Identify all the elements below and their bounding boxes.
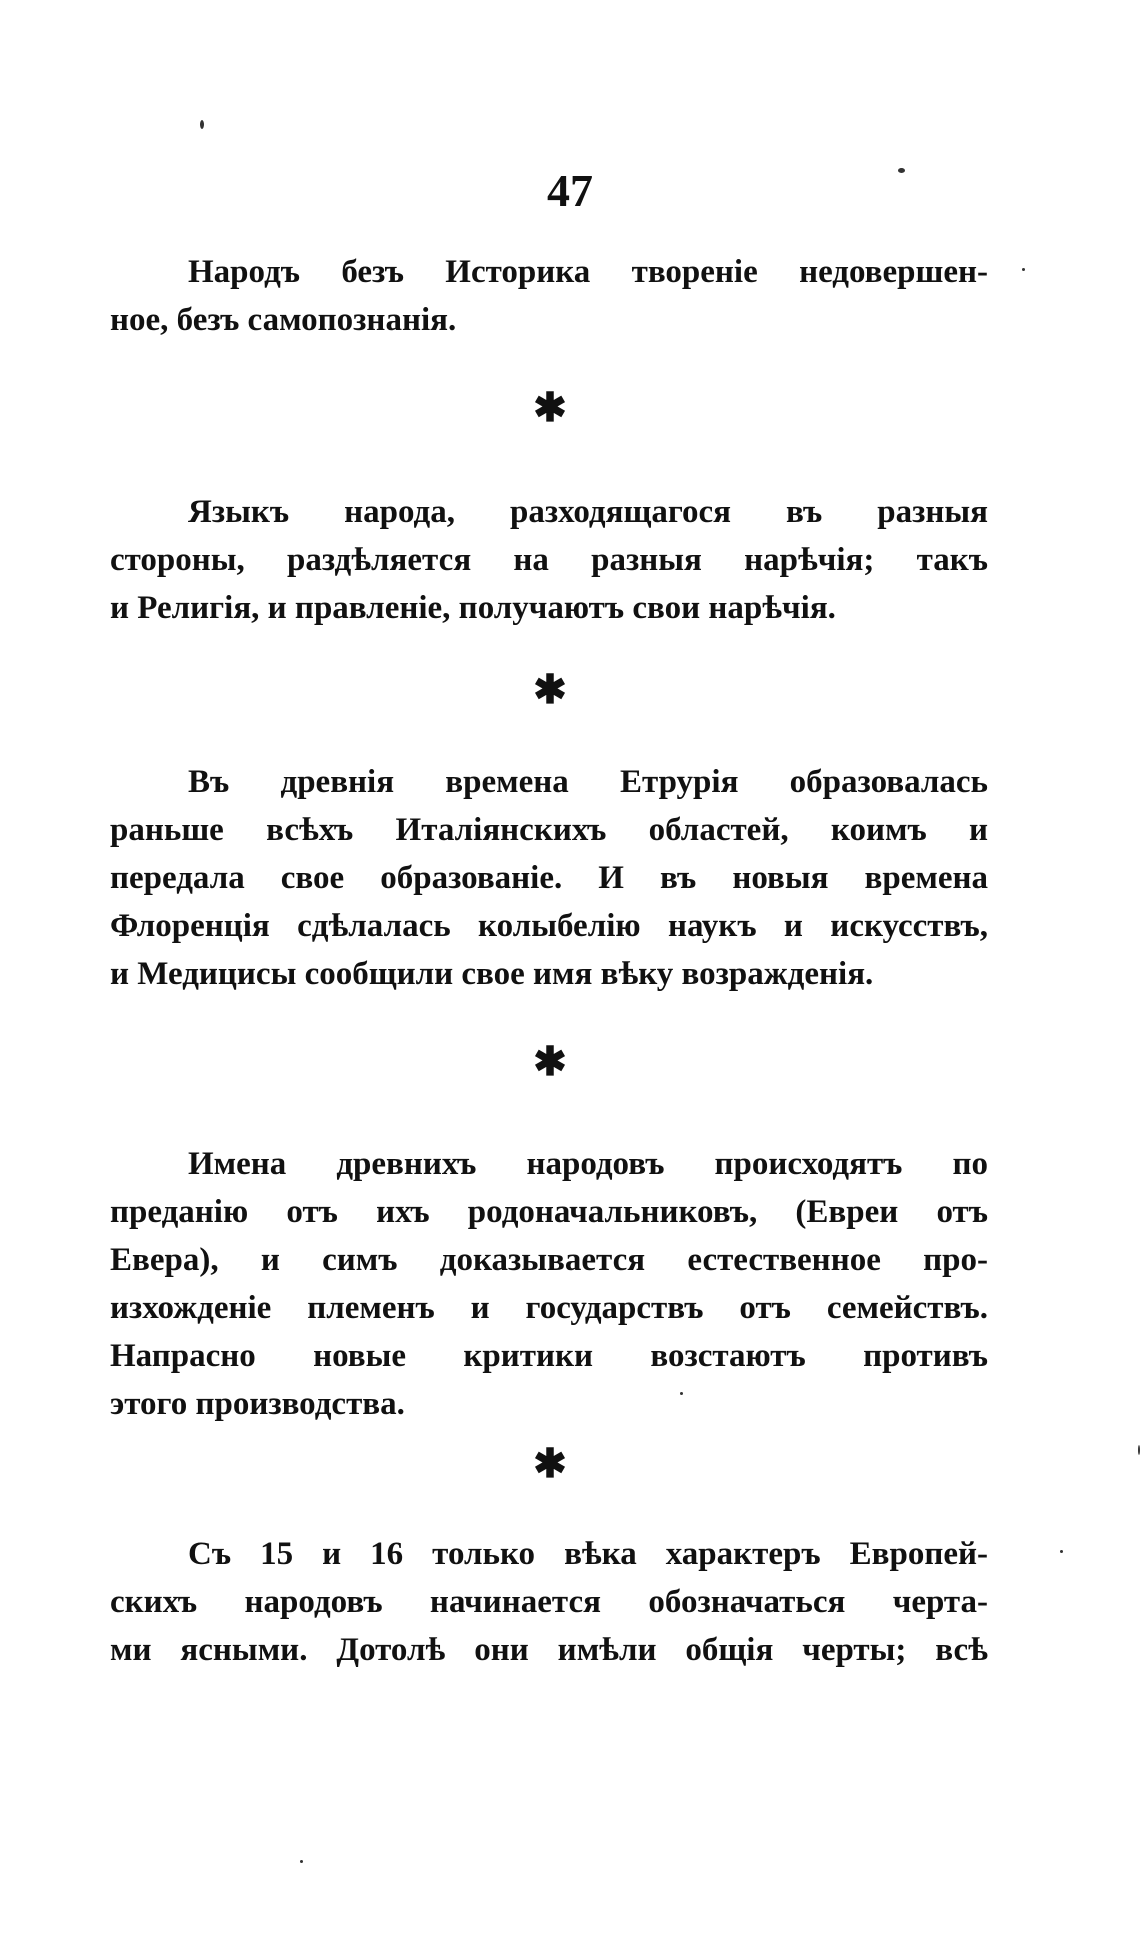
paragraph-line: скихъ народовъ начинается обозначаться черта-: [110, 1584, 988, 1620]
page-number: 47: [547, 165, 593, 216]
paragraph-line: и Медицисы сообщили свое имя вѣку возражденiя.: [110, 956, 874, 992]
scan-speck: [898, 168, 905, 173]
paragraph-line: ми ясными. Дотолѣ они имѣли общiя черты; всѣ: [110, 1632, 988, 1668]
paragraph-line: Народъ безъ Историка творенiе недовершен-: [188, 254, 988, 290]
paragraph-line: Имена древнихъ народовъ происходятъ по: [188, 1146, 988, 1182]
paragraph-line: раньше всѣхъ Италiянскихъ областей, коимъ и: [110, 812, 988, 848]
paragraph-line: передала свое образованiе. И въ новыя времена: [110, 860, 988, 896]
paragraph-line: стороны, раздѣляется на разныя нарѣчiя; такъ: [110, 542, 988, 578]
paragraph-5: [110, 1530, 988, 1674]
paragraph-line: Языкъ народа, разходящагося въ разныя: [188, 494, 988, 530]
scan-speck: [300, 1860, 303, 1863]
scan-speck: [680, 1392, 683, 1395]
paragraph-line: изхожденiе племенъ и государствъ отъ семействъ.: [110, 1290, 988, 1326]
scan-speck: [1060, 1550, 1063, 1553]
paragraph-line: Евера), и симъ доказывается естественное про-: [110, 1242, 988, 1278]
paragraph-line: ное, безъ самопознанiя.: [110, 302, 457, 338]
paragraph-line: и Религiя, и правленiе, получаютъ свои нарѣчiя.: [110, 590, 836, 626]
scan-speck: [200, 120, 204, 129]
separator-asterisk-icon: ✱: [533, 1441, 567, 1486]
paragraph-1: [110, 248, 988, 344]
paragraph-line: Съ 15 и 16 только вѣка характеръ Европей-: [188, 1536, 988, 1572]
separator-asterisk-icon: ✱: [533, 667, 567, 712]
scan-speck: [1022, 268, 1025, 271]
paragraph-2: [110, 488, 988, 632]
paragraph-line: преданiю отъ ихъ родоначальниковъ, (Евреи отъ: [110, 1194, 988, 1230]
paragraph-line: этого производства.: [110, 1386, 405, 1422]
paragraph-line: Напрасно новые критики возстаютъ противъ: [110, 1338, 988, 1374]
paragraph-4: [110, 1140, 988, 1428]
paragraph-line: Флоренцiя сдѣлалась колыбелiю наукъ и искусствъ,: [110, 908, 988, 944]
separator-asterisk-icon: ✱: [533, 385, 567, 430]
paragraph-3: [110, 758, 988, 998]
paragraph-line: Въ древнiя времена Етрурiя образовалась: [188, 764, 988, 800]
separator-asterisk-icon: ✱: [533, 1039, 567, 1084]
